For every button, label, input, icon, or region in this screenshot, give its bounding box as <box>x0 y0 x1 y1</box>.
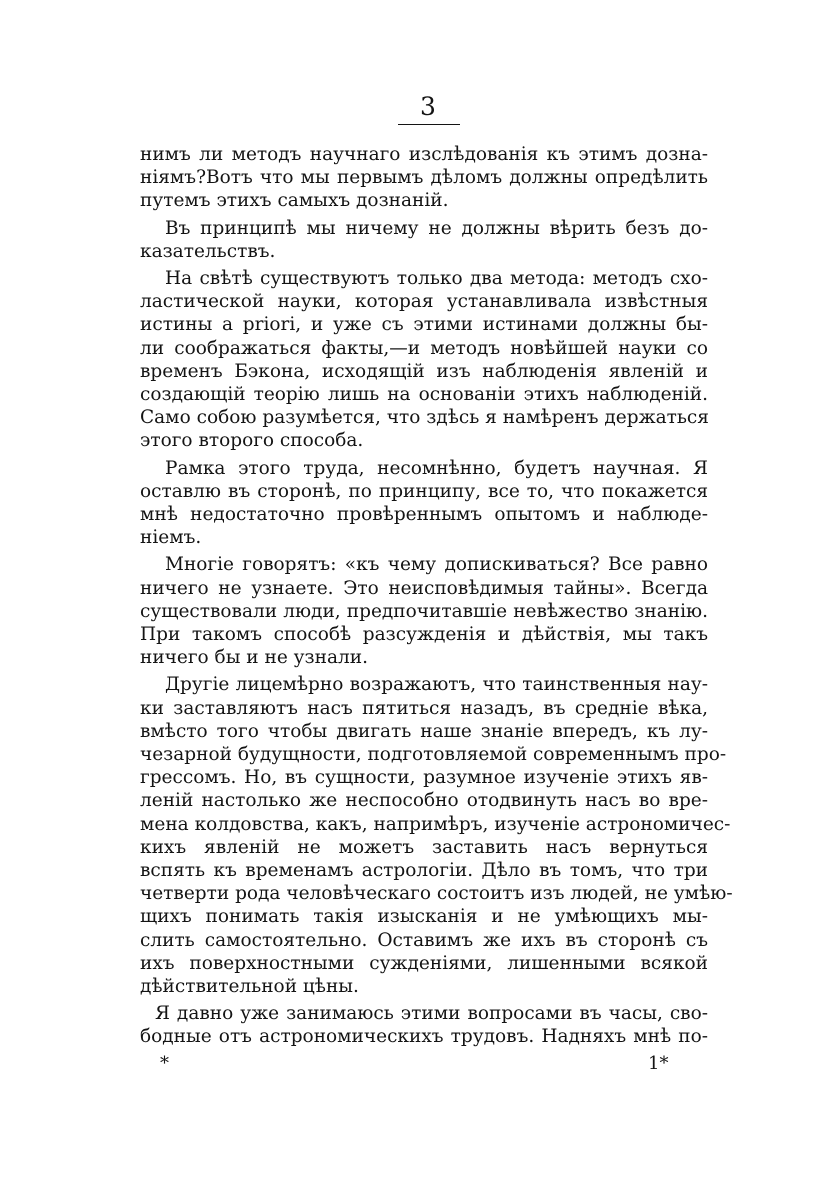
text-line: мнѣ недостаточно провѣреннымъ опытомъ и наблюде- <box>140 504 708 525</box>
text-line: Рамка этого труда, несомнѣнно, будетъ научная. Я <box>165 457 708 479</box>
text-line: Другіе лицемѣрно возражаютъ, что таинственныя нау- <box>165 674 708 696</box>
page-number: 3 <box>420 92 436 121</box>
text-line: ки заставляютъ насъ пятиться назадъ, въ средніе вѣка, <box>140 697 708 719</box>
text-line: чезарной будущности, подготовляемой современнымъ про- <box>140 744 727 765</box>
text-line: щихъ понимать такія изысканія и не умѣющихъ мы- <box>140 906 708 928</box>
text-line: казательствъ. <box>140 240 276 262</box>
text-line: существовали люди, предпочитавшіе невѣжество знанію. <box>140 600 708 622</box>
signature-mark-numbered: 1* <box>648 1053 669 1074</box>
text-line: вспять къ временамъ астрологіи. Дѣло въ томъ, что три <box>140 860 708 881</box>
signature-mark: * <box>160 1053 169 1074</box>
text-line: дѣйствительной цѣны. <box>140 976 359 997</box>
text-line: вмѣсто того чтобы двигать наше знаніе впередъ, къ лу- <box>140 720 708 742</box>
header-rule <box>398 124 460 125</box>
text-line: мена колдовства, какъ, напримѣръ, изученіе астрономичес- <box>140 813 731 835</box>
text-line: леній настолько же неспособно отодвинуть насъ во вре- <box>140 790 708 812</box>
text-line: путемъ этихъ самыхъ дознаній. <box>140 190 449 212</box>
text-line: При такомъ способѣ разсужденія и дѣйствія, мы такъ <box>140 624 708 645</box>
text-line: бодные отъ астрономическихъ трудовъ. Надняхъ мнѣ по- <box>140 1026 708 1048</box>
text-line: ніямъ?Вотъ что мы первымъ дѣломъ должны опредѣлить <box>140 167 708 189</box>
text-line: временъ Бэкона, исходящій изъ наблюденія явленій и <box>140 360 708 382</box>
text-line: этого второго способа. <box>140 430 364 452</box>
text-line: На свѣтѣ существуютъ только два метода: методъ схо- <box>165 268 708 289</box>
text-line: оставлю въ сторонѣ, по принципу, все то, что покажется <box>140 480 708 502</box>
text-line: Многіе говорятъ: «къ чему допискиваться? Все равно <box>165 554 708 576</box>
text-line: создающій теорію лишь на основаніи этихъ наблюденій. <box>140 384 708 405</box>
text-line: ихъ поверхностными сужденіями, лишенными всякой <box>140 952 708 974</box>
text-line: грессомъ. Но, въ сущности, разумное изученіе этихъ яв- <box>140 767 708 789</box>
text-line: истины a priori, и уже съ этими истинами должны бы- <box>140 314 708 336</box>
text-line: Въ принципѣ мы ничему не должны вѣрить безъ до- <box>165 217 708 239</box>
text-line: ничего не узнаете. Это неисповѣдимыя тайны». Всегда <box>140 577 708 599</box>
text-line: четверти рода человѣческаго состоитъ изъ людей, не умѣю- <box>140 883 733 905</box>
text-line: ніемъ. <box>140 527 202 549</box>
text-line: ли соображаться факты,—и методъ новѣйшей науки со <box>140 337 708 359</box>
text-line: Само собою разумѣется, что здѣсь я намѣренъ держаться <box>140 407 709 429</box>
text-line: ничего бы и не узнали. <box>140 647 368 669</box>
text-line: слить самостоятельно. Оставимъ же ихъ въ сторонѣ съ <box>140 929 708 951</box>
text-line: кихъ явленій не можетъ заставить насъ вернуться <box>140 836 708 858</box>
text-line: ластической науки, которая устанавливала извѣстныя <box>140 291 708 313</box>
text-line: Я давно уже занимаюсь этими вопросами въ часы, сво- <box>155 1003 708 1025</box>
text-line: нимъ ли методъ научнаго изслѣдованія къ этимъ дозна- <box>140 144 708 165</box>
